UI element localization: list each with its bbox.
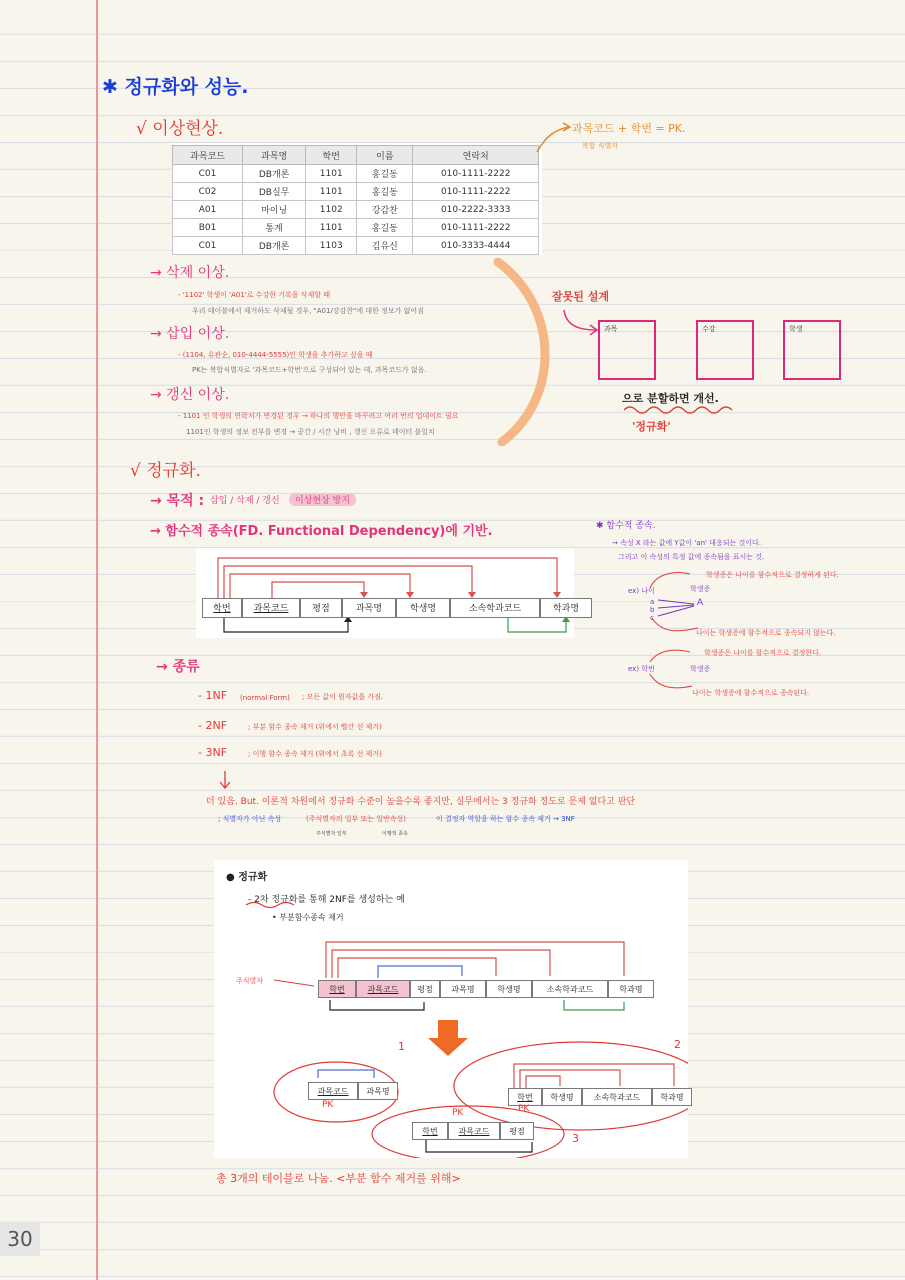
slide-bullet: ● 정규화	[226, 872, 268, 883]
slide-col-course-name: 과목명	[440, 980, 486, 998]
fd-note-arrows-2	[644, 644, 704, 694]
table-number-2: 2	[674, 1038, 681, 1051]
nf2-desc: ; 부분 함수 종속 제거 (위에서 빨간 선 제거)	[248, 723, 382, 731]
fd-note-ex1-sub: 학생증	[690, 585, 711, 593]
types-heading: → 종류	[156, 659, 200, 675]
table-cell: DB실무	[243, 183, 306, 201]
table-cell: DB개론	[243, 237, 306, 255]
slide-col-grade: 평점	[410, 980, 440, 998]
candidate-note: ; 식별자가 아닌 속성	[218, 815, 282, 823]
table-cell: 010-1111-2222	[413, 219, 539, 237]
t2-col-student-id: 학번	[508, 1088, 542, 1106]
more-forms-note: 더 있음. But. 이론적 차원에서 정규화 수준이 높을수록 좋지만, 실무에서는 3 정규화 정도로 문제 없다고 판단	[206, 797, 636, 807]
table-number-1: 1	[398, 1040, 405, 1053]
purpose-label: → 목적 :	[150, 493, 205, 509]
fd-note-title: ✱ 함수적 종속.	[596, 521, 656, 531]
entity-box-subject	[598, 320, 656, 380]
fd-col-student-name: 학생명	[396, 598, 450, 618]
table-cell: C01	[173, 165, 243, 183]
table-cell: C02	[173, 183, 243, 201]
page-title: ✱ 정규화와 성능.	[102, 76, 249, 98]
column-header: 학번	[306, 146, 357, 165]
page-number: 30	[0, 1222, 40, 1256]
fd-note-ex2-sub: 학생증	[690, 665, 711, 673]
candidate-note-3: 이 결정자 역할을 하는 함수 종속 제거 → 3NF	[436, 815, 575, 823]
pk-note: 과목코드 + 학번 = PK.	[572, 122, 686, 135]
slide-col-student-id: 학번	[318, 980, 356, 998]
delete-anomaly-heading: → 삭제 이상.	[150, 265, 230, 281]
fd-note-ex2-top: 학생증은 나이를 함수적으로 결정한다.	[704, 649, 822, 657]
anomaly-table	[172, 145, 539, 255]
fd-arrows	[196, 548, 574, 638]
fd-col-course-name: 과목명	[342, 598, 396, 618]
normalization-word: '정규화'	[632, 420, 671, 433]
purpose-highlight: 이상현상 방지	[289, 493, 356, 506]
table-row	[173, 165, 539, 183]
update-anomaly-heading: → 갱신 이상.	[150, 387, 230, 403]
down-arrow	[218, 770, 232, 790]
t1-col-course-name: 과목명	[358, 1082, 398, 1100]
t1-pk: PK	[322, 1100, 334, 1110]
table-cell: 010-3333-4444	[413, 237, 539, 255]
table-cell: 통계	[243, 219, 306, 237]
table-row	[173, 201, 539, 219]
delete-anomaly-line2: 우리 데이블에서 제거하도 삭제될 경우, "A01/강감찬"에 대한 정보가 없어짐	[192, 307, 424, 315]
table-cell: 마이닝	[243, 201, 306, 219]
fd-note-ex1-bottom: 나이는 학생증에 함수적으로 종속되지 않는다.	[696, 629, 836, 637]
fd-note-line1: → 속성 X 라는 값에 Y값이 'an' 대응되는 것이다.	[612, 539, 761, 547]
slide-sub: • 부분함수종속 제거	[272, 913, 344, 922]
table-cell: 홍길동	[357, 165, 413, 183]
insert-anomaly-line1: - (1104, 유관순, 010-4444-5555)인 학생을 추가하고 싶을 때	[178, 351, 373, 359]
pk-note-sub: 복합 식별자	[582, 142, 619, 150]
fd-note-ex1: ex) 나이	[628, 587, 655, 595]
under-note-1: 주식별자 일부	[316, 831, 347, 837]
entity-box-enrollment	[696, 320, 754, 380]
update-anomaly-line1: - 1101 인 학생의 연락처가 변경된 경우 → 하나의 행만을 바꾸려고 여러 번의 업데이트 필요	[178, 412, 459, 420]
normalization-heading: √ 정규화.	[130, 461, 201, 481]
fd-heading: → 함수적 종속(FD. Functional Dependency)에 기반.	[150, 524, 493, 539]
fd-note-letter: b	[650, 606, 655, 614]
slide-bullet-text: 정규화	[238, 872, 268, 883]
notebook-margin-line	[96, 0, 98, 1280]
slide-col-dept-code: 소속학과코드	[532, 980, 608, 998]
column-header: 연락처	[413, 146, 539, 165]
fd-note-line2: 그리고 이 속성의 특정 값에 종속됨을 표시는 것.	[618, 553, 765, 561]
table-header-row	[173, 146, 539, 165]
table-cell: 1101	[306, 165, 357, 183]
table-cell: 010-1111-2222	[413, 183, 539, 201]
fd-col-student-id: 학번	[202, 598, 242, 618]
anomaly-heading: √ 이상현상.	[136, 119, 224, 139]
improve-text: 으로 분할하면 개선.	[622, 392, 719, 405]
table-cell: A01	[173, 201, 243, 219]
insert-anomaly-line2: PK는 복합식별자로 '과목코드+학번'으로 구성되어 있는 데, 과목코드가 없음.	[192, 366, 427, 374]
slide-col-course-code: 과목코드	[356, 980, 410, 998]
t2-col-student-name: 학생명	[542, 1088, 582, 1106]
fd-note-a: A	[697, 598, 704, 608]
t3-pk: PK	[452, 1108, 464, 1118]
table-cell: 홍길동	[357, 219, 413, 237]
update-anomaly-line2: 1101인 학생의 정보 전부를 변경 → 공간 / 시간 낭비 , 갱신 오류로 데이터 불일치	[186, 428, 435, 436]
conclusion-note: 총 3개의 테이블로 나눔. <부분 함수 제거를 위해>	[216, 1172, 461, 1185]
fd-note-ex2: ex) 학번	[628, 665, 655, 673]
under-note-2: 이행적 종속	[382, 831, 408, 837]
table-cell: 010-2222-3333	[413, 201, 539, 219]
table-cell: DB개론	[243, 165, 306, 183]
table-row	[173, 183, 539, 201]
table-row	[173, 237, 539, 255]
table-cell: 1101	[306, 219, 357, 237]
table-cell: B01	[173, 219, 243, 237]
table-cell: 1103	[306, 237, 357, 255]
t3-col-student-id: 학번	[412, 1122, 448, 1140]
bracket-curve	[490, 258, 560, 446]
bad-design-label: 잘못된 설계	[552, 290, 609, 303]
t2-col-dept-name: 학과명	[652, 1088, 692, 1106]
anomaly-table-panel	[172, 143, 542, 255]
purpose-text: 삽입 / 삭제 / 갱신	[210, 496, 280, 506]
nf3-label: - 3NF	[198, 746, 228, 759]
nf1-sub: (normal Form)	[240, 694, 290, 702]
pk-arrow	[535, 118, 575, 154]
t2-pk: PK	[518, 1104, 530, 1114]
t2-col-dept-code: 소속학과코드	[582, 1088, 652, 1106]
slide-dash: - 2차 정규화를 통해 2NF를 생성하는 예	[248, 895, 405, 905]
nf2-label: - 2NF	[198, 719, 228, 732]
entity-label: 수강	[702, 325, 716, 333]
entity-box-student	[783, 320, 841, 380]
fd-col-dept-name: 학과명	[540, 598, 592, 618]
slide-col-dept-name: 학과명	[608, 980, 654, 998]
fd-note-ex2-bottom: 나이는 학생증에 함수적으로 종속된다.	[692, 689, 810, 697]
table-number-3: 3	[572, 1132, 579, 1145]
normalization-slide	[214, 860, 688, 1158]
table-cell: 010-1111-2222	[413, 165, 539, 183]
entity-label: 학생	[789, 325, 803, 333]
table-cell: 강감찬	[357, 201, 413, 219]
table-cell: 1101	[306, 183, 357, 201]
fd-col-dept-code: 소속학과코드	[450, 598, 540, 618]
column-header: 이름	[357, 146, 413, 165]
nf1-label: - 1NF	[198, 689, 228, 702]
insert-anomaly-heading: → 삽입 이상.	[150, 326, 230, 342]
column-header: 과목코드	[173, 146, 243, 165]
t3-col-course-code: 과목코드	[448, 1122, 500, 1140]
slide-arrows	[214, 860, 688, 1158]
nf3-desc: ; 이행 함수 종속 제거 (위에서 초록 선 제거)	[248, 750, 382, 758]
table-row	[173, 219, 539, 237]
nf1-desc: ; 모든 값이 원자값을 가짐.	[302, 693, 384, 701]
table-cell: 홍길동	[357, 183, 413, 201]
table-cell: C01	[173, 237, 243, 255]
delete-anomaly-line1: - '1102' 학생이 'A01'로 수강한 기록을 삭제할 때	[178, 291, 330, 299]
table-cell: 김유신	[357, 237, 413, 255]
fd-note-letter: c	[650, 614, 654, 622]
t3-col-grade: 평점	[500, 1122, 534, 1140]
candidate-note-2: (주식별자의 일부 또는 일반속성)	[306, 815, 407, 823]
table-cell: 1102	[306, 201, 357, 219]
fd-col-grade: 평점	[300, 598, 342, 618]
t1-col-course-code: 과목코드	[308, 1082, 358, 1100]
fd-note-ex1-top: 학생증은 나이를 함수적으로 결정하게 된다.	[706, 571, 839, 579]
slide-col-student-name: 학생명	[486, 980, 532, 998]
wavy-underline	[622, 404, 742, 416]
fd-note-letter: a	[650, 598, 655, 606]
entity-label: 과목	[604, 325, 618, 333]
bad-design-arrow	[562, 308, 602, 338]
composite-label: 주식별자	[236, 977, 264, 985]
column-header: 과목명	[243, 146, 306, 165]
fd-diagram-panel	[196, 548, 580, 638]
fd-col-course-code: 과목코드	[242, 598, 300, 618]
